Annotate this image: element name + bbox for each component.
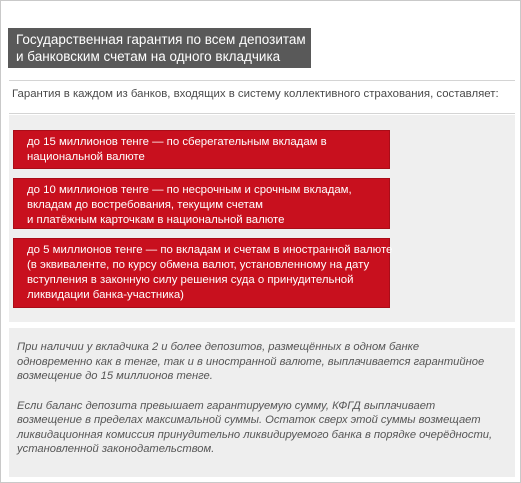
paragraph-gap [17, 384, 515, 399]
guarantee-intro-text: Гарантия в каждом из банков, входящих в систему коллективного страхования, составляет: [9, 80, 515, 114]
title-line-2: и банковским счетам на одного вкладчика [16, 49, 281, 64]
guarantee-foreign-5m [13, 238, 393, 308]
guarantee-line: ликвидации банка-участника) [27, 289, 184, 301]
note-line: установленной законодательством. [17, 443, 215, 455]
note-line: возмещение до 15 миллионов тенге. [17, 370, 213, 382]
guarantee-line: до 5 миллионов тенге — по вкладам и счетам в иностранной валюте [27, 244, 393, 256]
guarantee-line: и платёжным карточкам в национальной валюте [27, 214, 285, 226]
guarantee-savings-15m [13, 130, 390, 169]
page-title [8, 28, 311, 68]
guarantee-line: (в эквиваленте, по курсу обмена валют, установленному на дату [27, 259, 370, 271]
guarantee-line: до 15 миллионов тенге — по сберегательным вкладам в [27, 136, 327, 148]
note-line: ликвидационная комиссия принудительно ликвидируемого банка в порядке очерёдности, [17, 428, 493, 441]
title-line-1: Государственная гарантия по всем депозитам [16, 32, 306, 47]
note-line: возмещение в пределах максимальной суммы. Остаток сверх этой суммы возмещает [17, 414, 481, 426]
note-line: Если баланс депозита превышает гарантируемую сумму, КФГД выплачивает [17, 399, 436, 412]
guarantee-line: вкладам до востребования, текущим счетам [27, 199, 263, 211]
guarantee-demand-10m [13, 178, 390, 229]
guarantee-line: национальной валюте [27, 151, 145, 163]
notes-panel [9, 328, 515, 477]
note-line: При наличии у вкладчика 2 и более депозитов, размещённых в одном банке [17, 341, 420, 353]
guarantee-line: вступления в законную силу решения суда о принудительной [27, 274, 354, 286]
guarantee-line: до 10 миллионов тенге — по несрочным и срочным вкладам, [27, 184, 352, 196]
note-line: одновременно как в тенге, так и в иностранной валюте, выплачивается гарантийное [17, 355, 485, 368]
